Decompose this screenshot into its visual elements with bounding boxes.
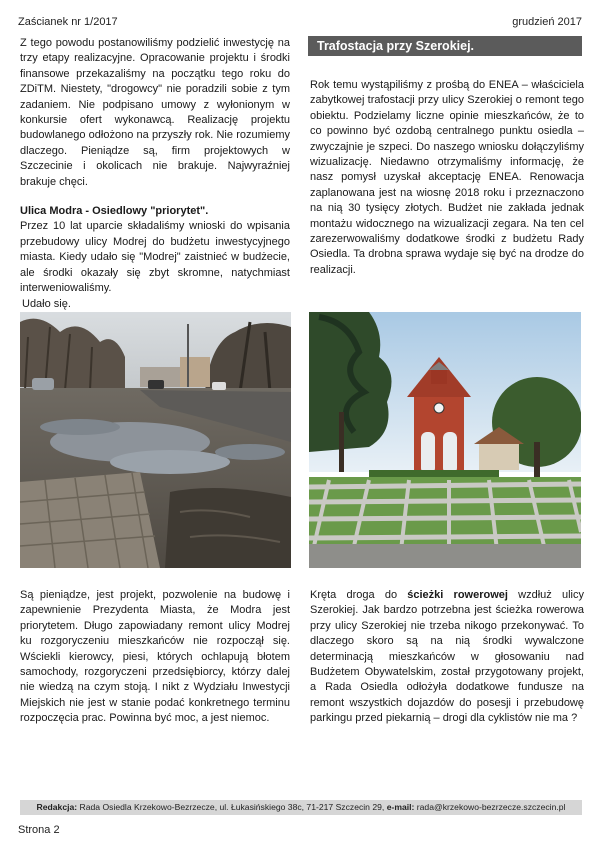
paragraph: Udało się. xyxy=(22,297,71,310)
editorial-footer xyxy=(20,800,582,815)
footer-email-label: e-mail: xyxy=(386,802,415,812)
paragraph: Z tego powodu postanowiliśmy podzielić inwestycję na trzy etapy realizacyjne. Opracowanie projektu i środki finansowe przekazaliśmy na początku tego roku do ZDiTM. Niestety, "drogowcy" nie poradzili sobie z tym zadaniem. Nie podpisano umowy z wyłonionym w konkursie ofert wykonawcą. Realizację projektu budowlanego odłożono na przyszły rok. Nie rozumiemy dlaczego. Pieniądze są, firm projektowych w Szczecinie i okolicach nie brakuje. Najwyraźniej brakuje chęci. xyxy=(20,37,290,188)
article-top-left xyxy=(20,36,290,312)
text-run: wzdłuż ulicy Szerokiej. Jak bardzo potrzebna jest ścieżka rowerowa przy ulicy Szerokiej nie trzeba nikogo przekonywać. To dlaczego skoro są na nią środki wywalczone determinacją mieszkańców w głosowaniu nad Budżetem Obywatelskim, został przygotowany projekt, a Rada Osiedla odłożyła dodatkowe fundusze na remont wszystkich dojazdów do posesji i przebudowę parkingu przed piekarnią – drogi dla cyklistów nie ma ? xyxy=(310,589,584,725)
transformer-station-visualization xyxy=(309,312,581,568)
section-banner: Trafostacja przy Szerokiej. xyxy=(308,36,582,56)
issue-label: Zaścianek nr 1/2017 xyxy=(18,16,118,28)
paragraph: Są pieniądze, jest projekt, pozwolenie na budowę i zapewnienie Prezydenta Miasta, że Modra jest priorytetem. Długo zapowiadany remont ulicy Modrej ku rozgoryczeniu mieszkańców nie rozpoczął się. Wściekli kierowcy, piesi, których ochlapują błotem samochody, rozgoryczeni przedsiębiorcy, którzy dalej nie wiedzą na czym stoją. I nikt z Wydziału Inwestycji Miejskich nie jest w stanie podać konkretnego terminu rozpoczęcia prac. Powinna być moc, a jest niemoc. xyxy=(20,589,290,725)
paragraph xyxy=(310,588,584,727)
issue-date: grudzień 2017 xyxy=(512,16,582,28)
footer-label: Redakcja: xyxy=(36,802,78,812)
article-bottom-right xyxy=(310,588,584,727)
footer-address: Rada Osiedla Krzekowo-Bezrzecze, ul. Łukasińskiego 38c, 71-217 Szczecin 29, xyxy=(79,802,385,812)
text-run: Kręta droga do xyxy=(310,589,408,601)
article-top-right xyxy=(310,78,584,278)
paragraph: Przez 10 lat uparcie składaliśmy wnioski do wpisania przebudowy ulicy Modrej do budżetu inwestycyjnego miasta. Kiedy udało się "Modrej" zaistnieć w budżecie, ale środki okazały się zbyt skromne, natychmiast interweniowaliśmy. xyxy=(20,220,290,295)
article-bottom-left xyxy=(20,588,290,727)
bold-term: ścieżki rowerowej xyxy=(407,589,508,601)
paragraph: Rok temu wystąpiliśmy z prośbą do ENEA – właściciela zabytkowej trafostacji przy ulicy Szerokiej o remont tego obiektu. Podzielamy liczne opinie mieszkańców, że to co powinno być ozdobą centralnego punktu osiedla – zwyczajnie je szpeci. Do naszego wniosku dołączyliśmy wizualizację. Niedawno otrzymaliśmy informację, że nasz pomysł uzyskał akceptację ENEA. Renowacja zaplanowana jest na wiosnę 2018 roku i przeznaczono na nią 30 tysięcy złotych. Budżet nie zakłada jednak montażu widocznego na wizualizacji zegara. Na ten cel zarezerwowaliśmy dodatkowe środki z budżetu Rady Osiedla. Ta drobna sprawa wydaje się być na drodze do realizacji. xyxy=(310,79,584,276)
footer-email: rada@krzekowo-bezrzecze.szczecin.pl xyxy=(416,802,566,812)
section-heading: Ulica Modra - Osiedlowy "priorytet". xyxy=(20,205,209,218)
muddy-road-photo xyxy=(20,312,291,568)
page-number: Strona 2 xyxy=(18,824,60,836)
